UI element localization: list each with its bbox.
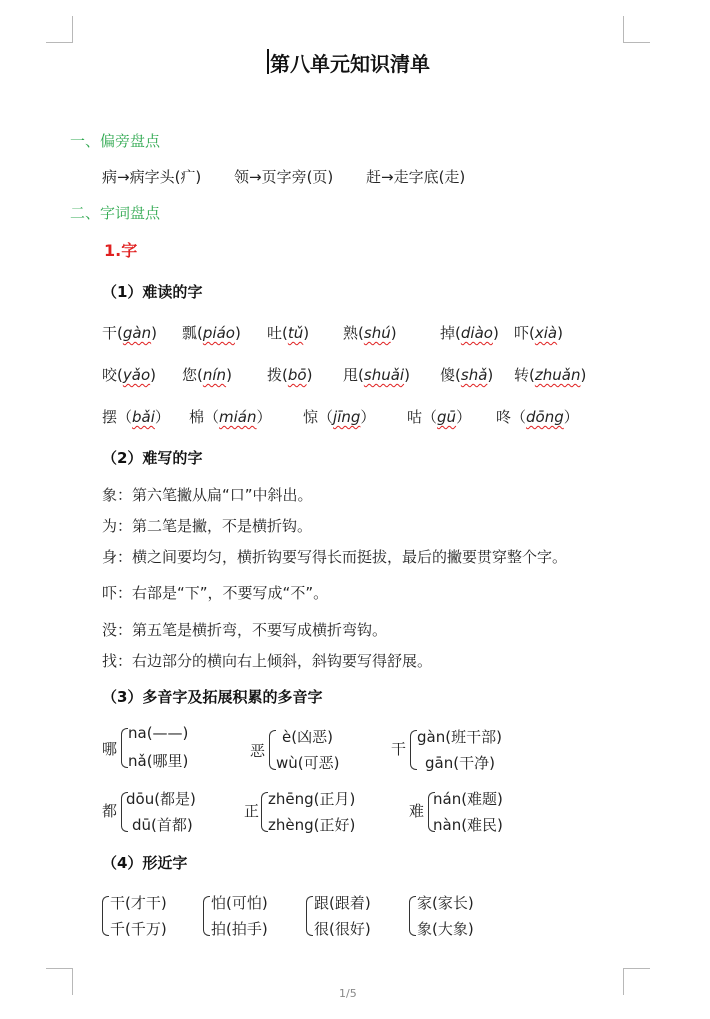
- pinyin-item: 瓢(piáo): [182, 324, 241, 342]
- writing-note: 身：横之间要均匀，横折钩要写得长而挺拔，最后的撇要贯穿整个字。: [102, 548, 568, 566]
- writing-note: 象：第六笔撇从扁“口”中斜出。: [102, 486, 313, 504]
- pinyin-item: 吐(tǔ): [267, 324, 310, 342]
- pinyin-item: 熟(shú): [343, 324, 397, 342]
- writing-note: 为：第二笔是撇，不是横折钩。: [102, 517, 313, 535]
- pinyin-item: 傻(shǎ): [440, 366, 494, 384]
- pinyin-item: 咚（dōng）: [496, 408, 579, 426]
- radical-item: 赶→走字底(走): [366, 168, 466, 186]
- pinyin-item: 棉（mián）: [189, 408, 272, 426]
- pinyin-item: 惊（jīng）: [303, 408, 376, 426]
- text-cursor: [267, 49, 269, 74]
- writing-note: 吓：右部是“下”，不要写成“不”。: [102, 584, 329, 602]
- section-heading-radicals: 一、偏旁盘点: [70, 132, 161, 150]
- pinyin-item: 转(zhuǎn): [514, 366, 587, 384]
- pinyin-item: 摆（bǎi）: [102, 408, 170, 426]
- part-heading-hard-to-write: （2）难写的字: [102, 449, 203, 467]
- crop-mark-top-right: [623, 16, 650, 43]
- part-heading-similar-chars: （4）形近字: [102, 854, 188, 872]
- writing-note: 找：右边部分的横向右上倾斜，斜钩要写得舒展。: [102, 652, 433, 670]
- pinyin-item: 拨(bō): [267, 366, 313, 384]
- writing-note: 没：第五笔是横折弯，不要写成横折弯钩。: [102, 621, 388, 639]
- crop-mark-top-left: [46, 16, 73, 43]
- crop-mark-bottom-right: [623, 968, 650, 995]
- radical-item: 病→病字头(疒): [102, 168, 202, 186]
- pinyin-item: 咬(yǎo): [102, 366, 156, 384]
- crop-mark-bottom-left: [46, 968, 73, 995]
- subsection-characters: 1.字: [104, 241, 138, 260]
- page-title: 第八单元知识清单: [270, 52, 430, 76]
- pinyin-item: 甩(shuǎi): [343, 366, 410, 384]
- part-heading-polyphones: （3）多音字及拓展积累的多音字: [102, 688, 323, 706]
- pinyin-item: 咕（gū）: [407, 408, 472, 426]
- part-heading-hard-to-read: （1）难读的字: [102, 283, 203, 301]
- pinyin-item: 吓(xià): [514, 324, 563, 342]
- pinyin-item: 您(nín): [182, 366, 232, 384]
- page-number: 1/5: [339, 987, 357, 1000]
- pinyin-item: 掉(diào): [440, 324, 499, 342]
- section-heading-words: 二、字词盘点: [70, 204, 161, 222]
- radical-item: 领→页字旁(页): [234, 168, 334, 186]
- pinyin-item: 干(gàn): [102, 324, 157, 342]
